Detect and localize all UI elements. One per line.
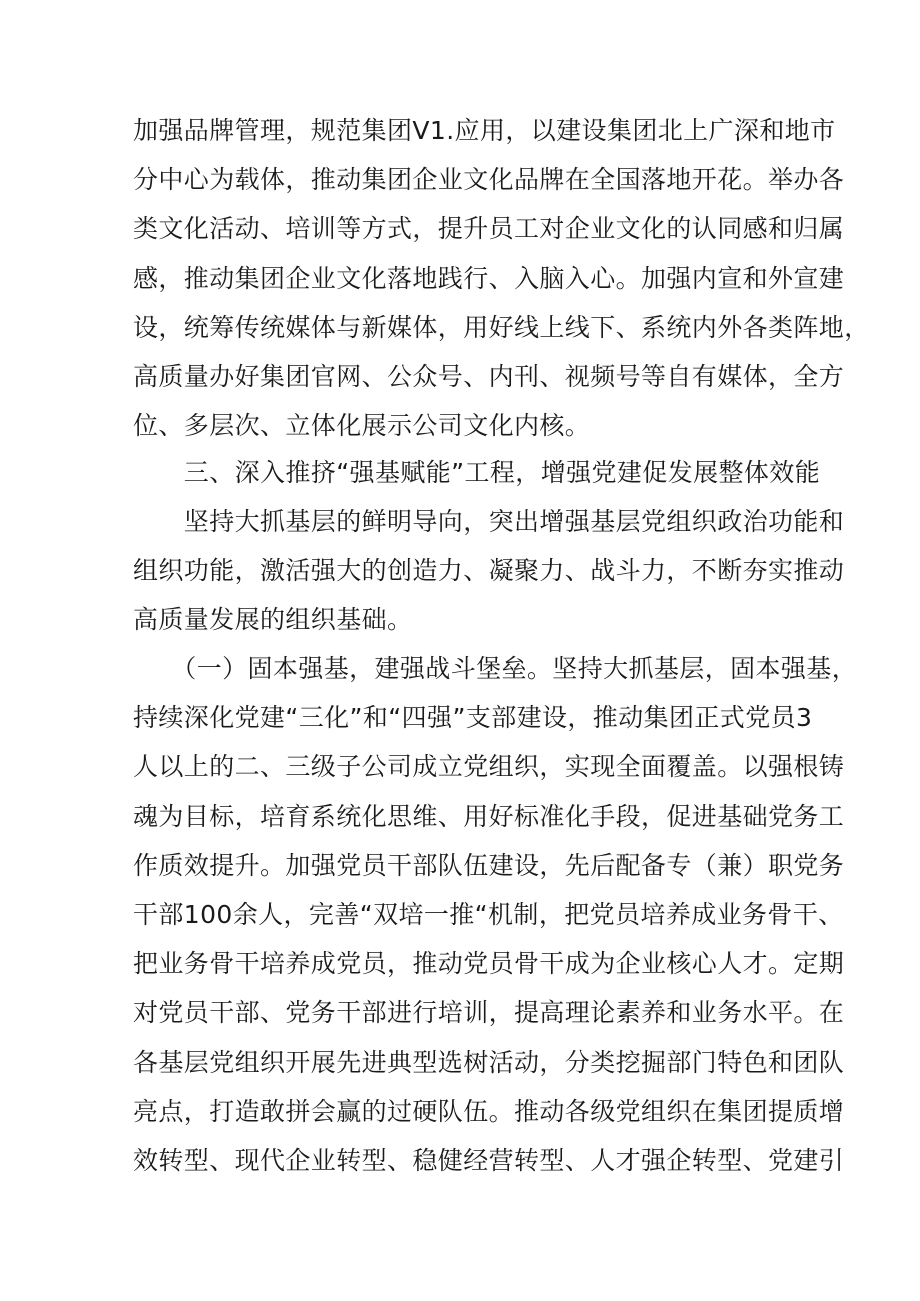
paragraph-brand-management: [133, 106, 870, 450]
text-line: 加强品牌管理，规范集团V1.应用，以建设集团北上广深和地市: [133, 116, 836, 145]
text-line: 干部100余人，完善“双培一推“机制，把党员培养成业务骨干、: [133, 900, 844, 930]
text-line: 魂为目标，培育系统化思维、用好标准化手段，促进基础党务工: [133, 801, 845, 831]
text-line: 作质效提升。加强党员干部队伍建设，先后配备专（兼）职党务: [133, 850, 845, 880]
text-line: 把业务骨干培养成党员，推动党员骨干成为企业核心人才。定期: [133, 949, 845, 979]
section-heading: [133, 448, 821, 497]
text-line: （一）固本强基，建强战斗堡垒。坚持大抓基层，固本强基，: [133, 654, 858, 683]
text-line: 类文化活动、培训等方式，提升员工对企业文化的认同感和归属: [133, 214, 845, 244]
text-line: 人以上的二、三级子公司成立党组织，实现全面覆盖。以强根铸: [133, 752, 845, 782]
text-line: 效转型、现代企业转型、稳健经营转型、人才强企转型、党建引: [133, 1146, 845, 1176]
text-line: 组织功能，激活强大的创造力、凝聚力、战斗力，不断夯实推动: [133, 556, 845, 586]
text-line: 高质量发展的组织基础。: [133, 605, 413, 635]
paragraph-grassroots-guidance: [133, 497, 845, 645]
text-line: 坚持大抓基层的鲜明导向，突出增强基层党组织政治功能和: [133, 507, 845, 536]
text-line: 持续深化党建“三化”和“四强”支部建设，推动集团正式党员3: [133, 703, 813, 733]
text-line: 亮点，打造敢拼会赢的过硬队伍。推动各级党组织在集团提质增: [133, 1096, 845, 1126]
text-line: 感，推动集团企业文化落地践行、入脑入心。加强内宣和外宣建: [133, 263, 845, 293]
text-line: 各基层党组织开展先进典型选树活动，分类挖掘部门特色和团队: [133, 1047, 845, 1077]
text-line: 高质量办好集团官网、公众号、内刊、视频号等自有媒体，全方: [133, 362, 845, 392]
text-line: 分中心为载体，推动集团企业文化品牌在全国落地开花。举办各: [133, 165, 845, 195]
paragraph-strengthen-foundation: [133, 644, 858, 1185]
section-heading-text: 三、深入推挤“强基赋能”工程，增强党建促发展整体效能: [133, 458, 821, 487]
text-line: 对党员干部、党务干部进行培训，提高理论素养和业务水平。在: [133, 998, 845, 1028]
text-line: 设，统筹传统媒体与新媒体，用好线上线下、系统内外各类阵地，: [133, 312, 870, 342]
text-line: 位、多层次、立体化展示公司文化内核。: [133, 411, 591, 441]
